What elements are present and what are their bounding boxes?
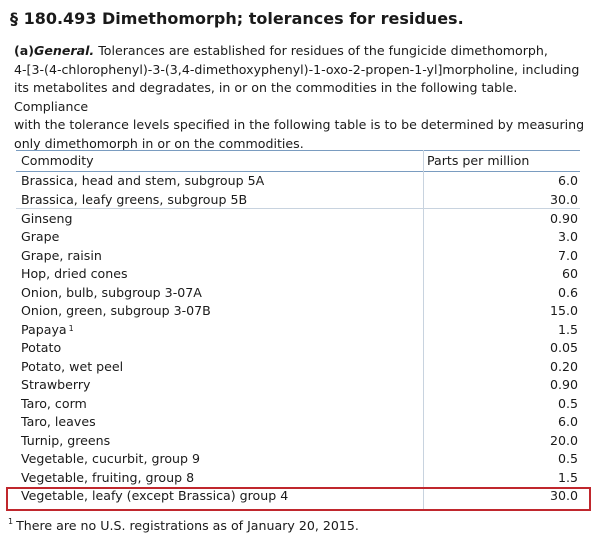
ppm-cell: 0.20 (549, 358, 578, 374)
table-row (16, 302, 580, 321)
commodity-cell: Grape, raisin (21, 247, 102, 263)
table-row (16, 228, 580, 247)
commodity-cell: Turnip, greens (21, 432, 111, 448)
table-row (16, 284, 580, 303)
commodity-cell: Grape (21, 229, 60, 244)
paragraph-line-2: 4-[3-(4-chlorophenyl)-3-(3,4-dimethoxyphenyl)-1-oxo-2-propen-1-yl]morpholine, including (14, 61, 580, 77)
commodity-cell: Brassica, head and stem, subgroup 5A (21, 173, 265, 188)
paragraph-line-4: with the tolerance levels specified in the following table is to be determined by measuring (14, 117, 585, 132)
commodity-cell: Strawberry (21, 377, 91, 392)
commodity-cell: Vegetable, cucurbit, group 9 (21, 451, 201, 466)
ppm-cell: 20.0 (549, 432, 578, 448)
commodity-cell: Potato, wet peel (21, 358, 124, 374)
ppm-cell: 6.0 (557, 414, 578, 429)
table-row (16, 247, 580, 266)
table-row (16, 469, 580, 488)
commodity-cell: Potato (21, 340, 62, 355)
commodity-text: Papaya (21, 321, 67, 337)
table-row (16, 339, 580, 358)
table-row (16, 265, 580, 284)
ppm-cell: 0.5 (557, 451, 578, 466)
commodity-cell (21, 321, 74, 340)
commodity-cell: Taro, leaves (21, 414, 96, 429)
ppm-cell: 6.0 (557, 173, 578, 188)
table-row (16, 376, 580, 395)
paragraph-line-5: only dimethomorph in or on the commodities. (14, 135, 304, 151)
table-row (16, 450, 580, 469)
ppm-cell: 0.90 (549, 377, 578, 392)
ppm-cell: 0.05 (549, 340, 578, 355)
ppm-cell: 0.5 (557, 395, 578, 411)
table-row (16, 413, 580, 432)
commodity-cell: Onion, green, subgroup 3-07B (21, 303, 211, 318)
ppm-cell: 1.5 (557, 321, 578, 337)
commodity-cell: Vegetable, leafy (except Brassica) group 4 (21, 488, 289, 503)
commodity-cell: Brassica, leafy greens, subgroup 5B (21, 191, 248, 207)
ppm-cell: 3.0 (557, 229, 578, 244)
general-paragraph (14, 42, 592, 153)
footnote (8, 518, 359, 533)
paragraph-heading (34, 43, 94, 58)
ppm-cell: 0.6 (557, 284, 578, 300)
ppm-cell: 60 (561, 266, 578, 281)
footnote-reference[interactable]: 1 (68, 323, 74, 333)
header-commodity: Commodity (21, 153, 94, 168)
commodity-cell: Taro, corm (21, 395, 87, 411)
commodity-cell: Vegetable, fruiting, group 8 (21, 469, 195, 485)
table-row (16, 358, 580, 377)
paragraph-heading-text: General. (34, 43, 95, 58)
ppm-cell: 15.0 (549, 303, 578, 318)
header-parts-per-million: Parts per million (427, 153, 530, 168)
commodity-cell: Ginseng (21, 210, 73, 226)
ppm-cell: 0.90 (549, 210, 578, 226)
commodity-cell: Hop, dried cones (21, 266, 128, 281)
table-row (16, 432, 580, 451)
ppm-cell: 30.0 (549, 191, 578, 207)
footnote-marker: 1 (8, 517, 14, 526)
table-header-top-rule (16, 150, 580, 151)
table-row (16, 395, 580, 414)
table-row (16, 191, 580, 210)
ppm-cell: 30.0 (549, 488, 578, 503)
table-row (16, 321, 580, 340)
paragraph-line-3: its metabolites and degradates, in or on the commodities in the following table. Compliance (14, 80, 518, 114)
paragraph-line-1: Tolerances are established for residues of the fungicide dimethomorph, (94, 43, 548, 58)
highlight-box (6, 487, 591, 511)
paragraph-marker: (a) (14, 43, 35, 58)
ppm-cell: 7.0 (557, 247, 578, 263)
table-row (16, 172, 580, 191)
footnote-text: There are no U.S. registrations as of January 20, 2015. (16, 518, 359, 533)
ppm-cell: 1.5 (557, 469, 578, 485)
table-row (16, 210, 580, 229)
section-title: § 180.493 Dimethomorph; tolerances for residues. (10, 9, 464, 28)
commodity-cell: Onion, bulb, subgroup 3-07A (21, 284, 202, 300)
